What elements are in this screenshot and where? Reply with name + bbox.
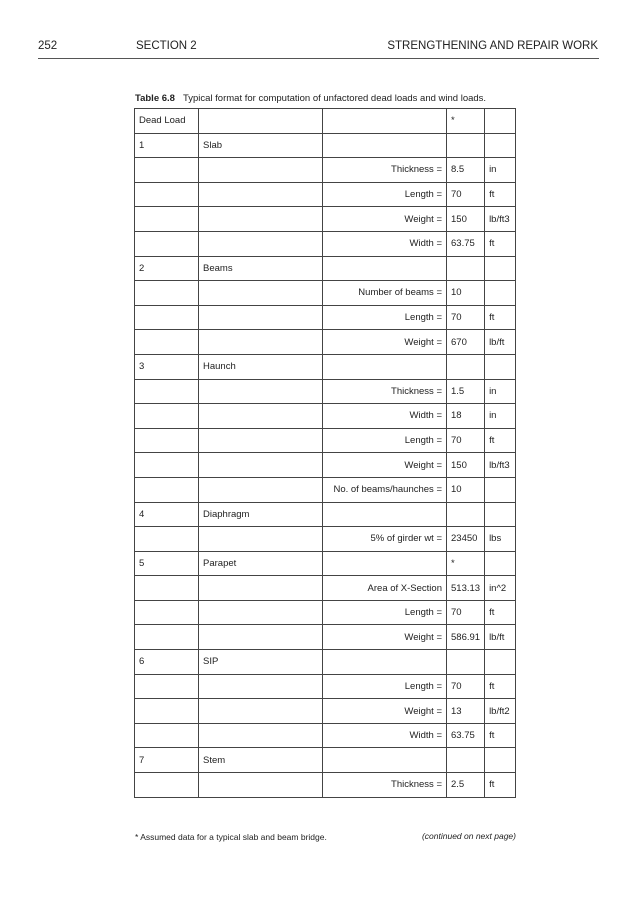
table-cell-c1: 7 xyxy=(135,748,199,773)
table-row xyxy=(135,527,516,552)
table-cell-c4: 8.5 xyxy=(447,158,485,183)
table-cell-c1 xyxy=(135,428,199,453)
table-cell-c5: ft xyxy=(485,182,516,207)
table-cell-c3: Length = xyxy=(323,305,447,330)
table-cell-c2 xyxy=(199,182,323,207)
table-row xyxy=(135,281,516,306)
page-header xyxy=(38,40,598,58)
table-cell-c3: Weight = xyxy=(323,330,447,355)
table-cell-c1: 4 xyxy=(135,502,199,527)
table-caption xyxy=(135,93,486,104)
table-cell-c2: Slab xyxy=(199,133,323,158)
table-row xyxy=(135,133,516,158)
table-cell-c2 xyxy=(199,330,323,355)
table-row xyxy=(135,207,516,232)
table-row xyxy=(135,773,516,798)
table-cell-c3: Length = xyxy=(323,674,447,699)
table-cell-c4: 70 xyxy=(447,428,485,453)
table-cell-c5 xyxy=(485,133,516,158)
table-row xyxy=(135,576,516,601)
table-row xyxy=(135,109,516,134)
table-cell-c1: 2 xyxy=(135,256,199,281)
table-row xyxy=(135,428,516,453)
table-cell-c1 xyxy=(135,453,199,478)
table-cell-c2 xyxy=(199,207,323,232)
table-cell-c2 xyxy=(199,231,323,256)
table-cell-c5 xyxy=(485,551,516,576)
dead-load-table xyxy=(134,108,516,798)
header-rule xyxy=(38,58,599,59)
table-cell-c4: 670 xyxy=(447,330,485,355)
table-cell-c3 xyxy=(323,256,447,281)
table-cell-c4: 70 xyxy=(447,305,485,330)
table-cell-c3 xyxy=(323,502,447,527)
table-cell-c3 xyxy=(323,551,447,576)
table-cell-c1 xyxy=(135,330,199,355)
table-cell-c5: ft xyxy=(485,723,516,748)
table-cell-c5: ft xyxy=(485,305,516,330)
table-row xyxy=(135,748,516,773)
page-number: 252 xyxy=(38,40,58,52)
table-cell-c2 xyxy=(199,600,323,625)
table-cell-c3: 5% of girder wt = xyxy=(323,527,447,552)
table-cell-c4 xyxy=(447,748,485,773)
table-row xyxy=(135,256,516,281)
table-cell-c2: Parapet xyxy=(199,551,323,576)
table-cell-c4: 23450 xyxy=(447,527,485,552)
table-cell-c5: in xyxy=(485,158,516,183)
table-cell-c4: 10 xyxy=(447,477,485,502)
table-row xyxy=(135,477,516,502)
table-cell-c2 xyxy=(199,773,323,798)
table-row xyxy=(135,354,516,379)
table-row xyxy=(135,600,516,625)
table-cell-c5: ft xyxy=(485,773,516,798)
table-cell-c3: Weight = xyxy=(323,699,447,724)
table-cell-c1: 6 xyxy=(135,650,199,675)
table-cell-c5: lb/ft3 xyxy=(485,453,516,478)
table-row xyxy=(135,699,516,724)
table-row xyxy=(135,502,516,527)
section-label: SECTION 2 xyxy=(136,40,197,52)
table-cell-c4: 63.75 xyxy=(447,231,485,256)
table-cell-c3: Length = xyxy=(323,600,447,625)
table-cell-c5: ft xyxy=(485,231,516,256)
table-cell-c1 xyxy=(135,477,199,502)
table-cell-c5 xyxy=(485,748,516,773)
table-row xyxy=(135,551,516,576)
table-cell-c3: No. of beams/haunches = xyxy=(323,477,447,502)
table-cell-c2 xyxy=(199,625,323,650)
table-cell-c3: Number of beams = xyxy=(323,281,447,306)
table-cell-c1 xyxy=(135,600,199,625)
table-cell-c4: 70 xyxy=(447,182,485,207)
table-cell-c4: 13 xyxy=(447,699,485,724)
table-cell-c1 xyxy=(135,158,199,183)
table-cell-c2 xyxy=(199,576,323,601)
table-row xyxy=(135,404,516,429)
table-cell-c4: 513.13 xyxy=(447,576,485,601)
table-cell-c4: * xyxy=(447,109,485,134)
table-cell-c2 xyxy=(199,723,323,748)
table-cell-c4: 70 xyxy=(447,600,485,625)
table-cell-c5: lb/ft2 xyxy=(485,699,516,724)
table-cell-c4: 18 xyxy=(447,404,485,429)
table-cell-c3 xyxy=(323,109,447,134)
table-cell-c4: 150 xyxy=(447,453,485,478)
table-cell-c4: 2.5 xyxy=(447,773,485,798)
running-title: STRENGTHENING AND REPAIR WORK xyxy=(387,40,598,52)
table-row xyxy=(135,650,516,675)
table-title: Typical format for computation of unfactored dead loads and wind loads. xyxy=(182,93,487,104)
table-cell-c3: Width = xyxy=(323,231,447,256)
table-cell-c1 xyxy=(135,281,199,306)
table-cell-c3 xyxy=(323,748,447,773)
table-cell-c2: SIP xyxy=(199,650,323,675)
table-cell-c3: Thickness = xyxy=(323,379,447,404)
table-row xyxy=(135,625,516,650)
table-cell-c1 xyxy=(135,207,199,232)
table-cell-c4: 150 xyxy=(447,207,485,232)
table-cell-c2 xyxy=(199,699,323,724)
table-cell-c3: Weight = xyxy=(323,207,447,232)
table-cell-c1 xyxy=(135,699,199,724)
table-cell-c1 xyxy=(135,404,199,429)
table-cell-c2 xyxy=(199,527,323,552)
table-cell-c4: 70 xyxy=(447,674,485,699)
table-cell-c3: Width = xyxy=(323,404,447,429)
table-cell-c3 xyxy=(323,354,447,379)
table-cell-c3: Weight = xyxy=(323,453,447,478)
table-cell-c4 xyxy=(447,133,485,158)
table-cell-c3: Length = xyxy=(323,182,447,207)
table-cell-c1 xyxy=(135,625,199,650)
table-cell-c2 xyxy=(199,305,323,330)
table-cell-c3: Weight = xyxy=(323,625,447,650)
table-cell-c2 xyxy=(199,379,323,404)
table-cell-c4 xyxy=(447,354,485,379)
table-cell-c1 xyxy=(135,576,199,601)
table-cell-c1 xyxy=(135,527,199,552)
table-cell-c5: lbs xyxy=(485,527,516,552)
table-cell-c1: 3 xyxy=(135,354,199,379)
table-cell-c1: 1 xyxy=(135,133,199,158)
table-cell-c1 xyxy=(135,231,199,256)
table-cell-c5: lb/ft xyxy=(485,625,516,650)
table-cell-c2 xyxy=(199,428,323,453)
table-cell-c1 xyxy=(135,379,199,404)
table-cell-c1 xyxy=(135,305,199,330)
table-cell-c1 xyxy=(135,674,199,699)
table-cell-c1: 5 xyxy=(135,551,199,576)
table-row xyxy=(135,379,516,404)
continued-note: (continued on next page) xyxy=(421,831,516,841)
table-cell-c4: 586.91 xyxy=(447,625,485,650)
table-number: Table 6.8 xyxy=(135,93,175,104)
table-cell-c5: lb/ft3 xyxy=(485,207,516,232)
table-cell-c3 xyxy=(323,650,447,675)
table-cell-c1 xyxy=(135,773,199,798)
table-cell-c1 xyxy=(135,723,199,748)
table-row xyxy=(135,182,516,207)
table-cell-c2: Stem xyxy=(199,748,323,773)
table-cell-c2 xyxy=(199,453,323,478)
table-cell-c4: 10 xyxy=(447,281,485,306)
table-cell-c3 xyxy=(323,133,447,158)
table-cell-c5: ft xyxy=(485,428,516,453)
table-cell-c3: Width = xyxy=(323,723,447,748)
table-cell-c4: 1.5 xyxy=(447,379,485,404)
table-cell-c5 xyxy=(485,281,516,306)
table-cell-c5 xyxy=(485,109,516,134)
table-cell-c3: Thickness = xyxy=(323,158,447,183)
table-row xyxy=(135,158,516,183)
table-cell-c5 xyxy=(485,650,516,675)
table-cell-c5 xyxy=(485,256,516,281)
table-cell-c2 xyxy=(199,281,323,306)
table-cell-c2: Diaphragm xyxy=(199,502,323,527)
table-cell-c4 xyxy=(447,650,485,675)
table-row xyxy=(135,231,516,256)
table-cell-c3: Thickness = xyxy=(323,773,447,798)
table-cell-c5 xyxy=(485,477,516,502)
table-cell-c3: Length = xyxy=(323,428,447,453)
table-cell-c3: Area of X-Section xyxy=(323,576,447,601)
table-cell-c2 xyxy=(199,477,323,502)
table-cell-c4: 63.75 xyxy=(447,723,485,748)
table-cell-c5: ft xyxy=(485,600,516,625)
table-cell-c4 xyxy=(447,502,485,527)
table-cell-c2: Beams xyxy=(199,256,323,281)
table-cell-c2 xyxy=(199,674,323,699)
table-cell-c1: Dead Load xyxy=(135,109,199,134)
table-cell-c2 xyxy=(199,158,323,183)
table-cell-c5 xyxy=(485,354,516,379)
table-cell-c5: lb/ft xyxy=(485,330,516,355)
table-cell-c4 xyxy=(447,256,485,281)
table-cell-c5 xyxy=(485,502,516,527)
table-cell-c2 xyxy=(199,109,323,134)
table-cell-c2: Haunch xyxy=(199,354,323,379)
table-cell-c5: ft xyxy=(485,674,516,699)
table-cell-c2 xyxy=(199,404,323,429)
table-cell-c5: in xyxy=(485,404,516,429)
table-row xyxy=(135,305,516,330)
table-cell-c5: in xyxy=(485,379,516,404)
table-cell-c5: in^2 xyxy=(485,576,516,601)
table-cell-c4: * xyxy=(447,551,485,576)
table-cell-c1 xyxy=(135,182,199,207)
table-row xyxy=(135,453,516,478)
table-row xyxy=(135,330,516,355)
table-row xyxy=(135,723,516,748)
footnote: * Assumed data for a typical slab and beam bridge. xyxy=(135,832,327,842)
table-row xyxy=(135,674,516,699)
